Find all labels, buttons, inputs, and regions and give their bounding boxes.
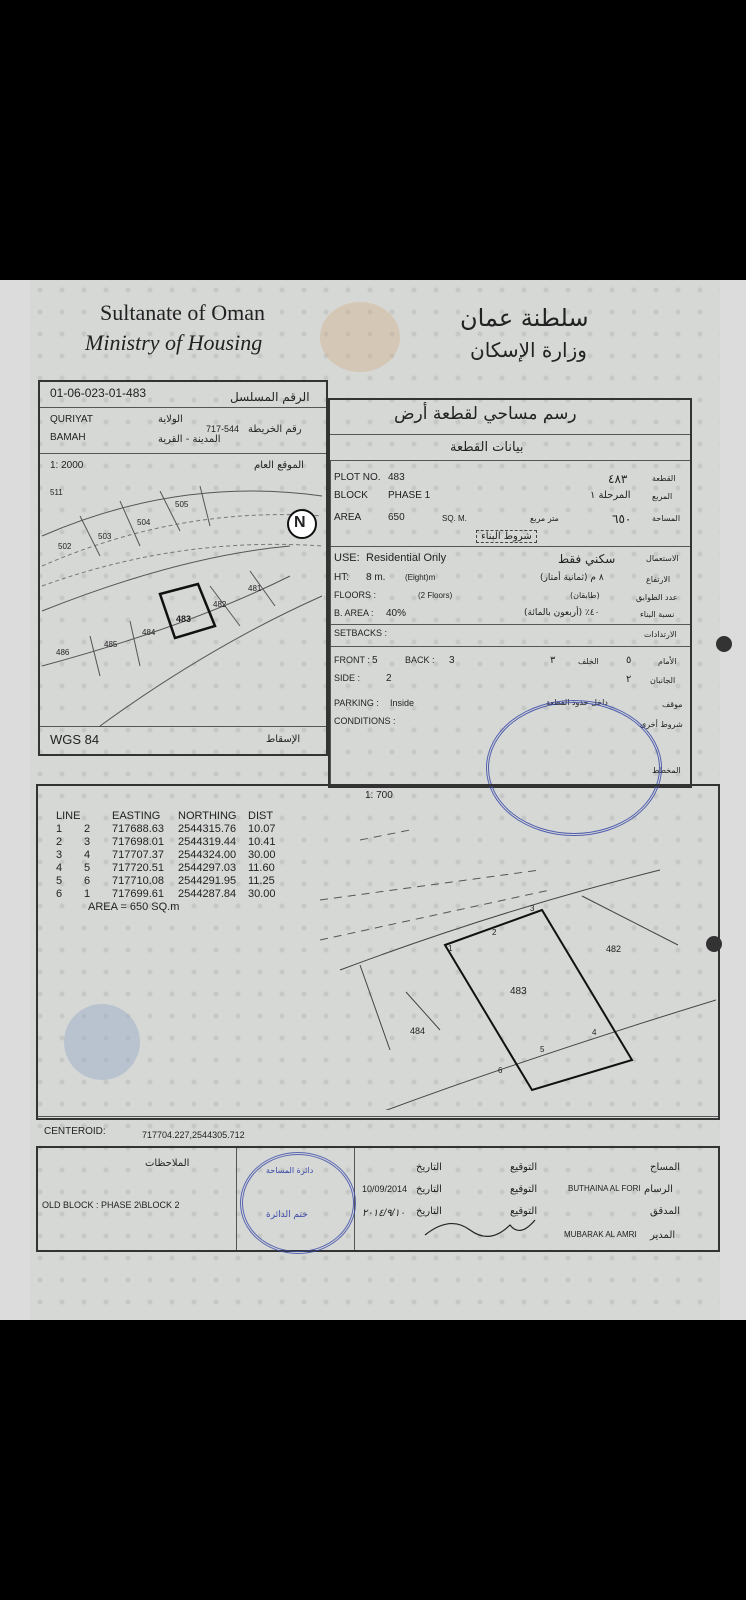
serial-no: 01-06-023-01-483	[50, 386, 147, 400]
header-line: LINE	[56, 810, 81, 822]
date-label-3: التاريخ	[416, 1206, 442, 1217]
barea-label-ar: نسبة البناء	[640, 610, 675, 619]
parking-label-ar: موقف	[662, 700, 683, 709]
signature-label-1: التوقيع	[510, 1162, 538, 1173]
planner-label: المخطط	[652, 766, 681, 775]
coordinate-row	[56, 888, 288, 901]
block-label-ar: المربع	[652, 492, 673, 501]
map-no: 717-544	[206, 424, 240, 434]
block: PHASE 1	[388, 490, 431, 501]
coordinate-cell: 717688.63	[112, 823, 164, 835]
plot-no: 483	[388, 472, 405, 483]
ht-label-ar: الارتفاع	[646, 575, 671, 584]
notes-label: الملاحظات	[145, 1158, 190, 1169]
front: 5	[372, 655, 378, 666]
coordinate-cell: 5	[84, 862, 91, 874]
back-ar: ٣	[550, 655, 556, 666]
punch-hole	[706, 936, 722, 952]
use-ar: سكني فقط	[558, 552, 616, 566]
director: MUBARAK AL AMRI	[564, 1230, 637, 1239]
detail-scale: 1: 700	[365, 790, 393, 801]
barea-ar: ٤٠٪ (أربعون بالمائة)	[524, 608, 600, 618]
conditions-label: CONDITIONS :	[334, 716, 396, 726]
projection-label: الإسقاط	[266, 734, 301, 745]
coordinate-cell: 2544297.03	[178, 862, 237, 874]
coordinate-cell: 3	[56, 849, 63, 861]
neighbor-485: 485	[104, 640, 118, 649]
serial-label: الرقم المسلسل	[230, 390, 310, 404]
setbacks-label-ar: الارتدادات	[644, 630, 677, 639]
plot-label: PLOT NO.	[334, 472, 381, 483]
header-ar-line1: سلطنة عمان	[460, 304, 589, 332]
coordinate-cell: 2	[56, 836, 63, 848]
coordinate-row	[56, 836, 288, 849]
back: 3	[449, 655, 455, 666]
director-label: المدير	[650, 1230, 676, 1241]
side-ar: ٢	[626, 674, 632, 685]
setbacks-label: SETBACKS :	[334, 628, 388, 638]
coordinate-cell: 30.00	[248, 888, 276, 900]
neighbor-484: 484	[142, 628, 156, 637]
plot-no-ar: ٤٨٣	[608, 472, 628, 486]
projection: WGS 84	[50, 732, 100, 747]
punch-hole	[716, 636, 732, 652]
location-scale: 1: 2000	[50, 460, 84, 471]
barea: 40%	[386, 608, 407, 619]
side-label: SIDE :	[334, 673, 361, 683]
floors-label-ar: عدد الطوابق	[636, 593, 678, 602]
coordinate-cell: 2544291.95	[178, 875, 237, 887]
area-label-ar: المساحة	[652, 514, 681, 523]
neighbor-502: 502	[58, 542, 72, 551]
coordinate-row	[56, 849, 288, 862]
neighbor-503: 503	[98, 532, 112, 541]
back-label: BACK :	[405, 655, 435, 665]
front-label-ar: الأمام	[658, 657, 677, 666]
town-label: المدينة - القرية	[158, 434, 221, 445]
vertex-3: 3	[530, 904, 535, 913]
parking-ar: داخل حدود القطعة	[546, 698, 608, 707]
header-dist: DIST	[248, 810, 274, 822]
side-label-ar: الجانبان	[650, 676, 676, 685]
detail-plot-label: 483	[510, 986, 527, 997]
detail-neighbor-left: 484	[410, 1026, 426, 1036]
header-northing: NORTHING	[178, 810, 237, 822]
signature-label-2: التوقيع	[510, 1184, 538, 1195]
area-unit-ar: متر مربع	[530, 514, 559, 523]
north-arrow-icon: N	[294, 514, 306, 531]
coordinate-row	[56, 862, 288, 875]
header-ar-line2: وزارة الإسكان	[470, 338, 587, 362]
plan-title: رسم مساحي لقطعة أرض	[394, 404, 577, 424]
ht: 8 m.	[366, 572, 386, 583]
use-label-ar: الاستعمال	[646, 554, 679, 563]
date-value: 10/09/2014	[362, 1184, 408, 1194]
coordinate-cell: 2	[84, 823, 91, 835]
coordinate-cell: 6	[56, 888, 63, 900]
floors-label: FLOORS :	[334, 590, 377, 600]
coordinate-cell: 2544319.44	[178, 836, 237, 848]
neighbor-482: 482	[213, 600, 227, 609]
neighbor-481: 481	[248, 584, 262, 593]
coordinate-cell: 2544287.84	[178, 888, 237, 900]
old-block: OLD BLOCK : PHASE 2\BLOCK 2	[42, 1200, 180, 1210]
conditions-label-ar: شروط أخرى	[640, 720, 683, 729]
use-label: USE:	[334, 552, 360, 564]
watermark-emblem-icon	[64, 1004, 140, 1080]
coordinate-cell: 717720.51	[112, 862, 164, 874]
wilayat: QURIYAT	[50, 414, 93, 425]
stamp-top: دائرة المساحة	[266, 1166, 314, 1175]
location-label: الموقع العام	[254, 460, 304, 471]
coordinate-cell: 4	[84, 849, 91, 861]
drafter: BUTHAINA AL FORI	[568, 1184, 641, 1193]
coordinate-cell: 4	[56, 862, 63, 874]
date-label-1: التاريخ	[416, 1162, 442, 1173]
area-label: AREA	[334, 512, 362, 523]
coordinate-cell: 717699.61	[112, 888, 164, 900]
parking-label: PARKING :	[334, 698, 379, 708]
neighbor-504: 504	[137, 518, 151, 527]
coordinate-cell: 717710.08	[112, 875, 164, 887]
coordinate-row	[56, 875, 288, 888]
barea-label: B. AREA :	[334, 608, 374, 618]
coordinate-cell: 5	[56, 875, 63, 887]
date-label-2: التاريخ	[416, 1184, 442, 1195]
area-text: AREA = 650 SQ.m	[88, 901, 180, 913]
ht-words: (Eight)m	[405, 573, 436, 582]
use: Residential Only	[366, 552, 447, 564]
floors: (2 Floors)	[418, 591, 453, 600]
coordinate-cell: 30.00	[248, 849, 276, 861]
plot-drawing	[320, 800, 716, 1110]
block-label: BLOCK	[334, 490, 368, 501]
coordinate-cell: 717698.01	[112, 836, 164, 848]
coordinate-cell: 6	[84, 875, 91, 887]
coordinate-cell: 11.60	[248, 862, 275, 874]
plan-subtitle: بيانات القطعة	[450, 440, 524, 455]
vertex-6: 6	[498, 1066, 503, 1075]
area-unit: SQ. M.	[442, 514, 467, 523]
coordinate-row	[56, 823, 288, 836]
vertex-4: 4	[592, 1028, 597, 1037]
coordinate-cell: 1	[56, 823, 63, 835]
coordinate-cell: 2544315.76	[178, 823, 237, 835]
town: BAMAH	[50, 432, 86, 443]
detail-neighbor-right: 482	[606, 944, 622, 954]
parking: Inside	[390, 698, 415, 708]
coordinate-cell: 3	[84, 836, 91, 848]
back-label-ar: الخلف	[578, 657, 599, 666]
header-easting: EASTING	[112, 810, 161, 822]
conditions-title: شروط البناء	[476, 530, 537, 543]
document-sheet	[0, 280, 746, 1320]
block-ar: المرحلة ١	[590, 490, 631, 501]
header-en-line2: Ministry of Housing	[85, 330, 263, 355]
vertex-5: 5	[540, 1045, 545, 1054]
location-map	[40, 476, 324, 726]
front-label: FRONT :	[334, 655, 370, 665]
signature	[420, 1210, 540, 1244]
map-no-label: رقم الخريطة	[248, 424, 302, 435]
signature-label-3: التوقيع	[510, 1206, 538, 1217]
neighbor-483: 483	[176, 614, 192, 624]
stamp-label: ختم الدائرة	[266, 1210, 308, 1220]
centeroid-value: 717704.227,2544305.712	[142, 1130, 245, 1140]
header-en-line1: Sultanate of Oman	[100, 300, 265, 325]
vertex-1: 1	[448, 944, 453, 953]
surveyor-label: المساح	[650, 1162, 681, 1173]
paper	[30, 280, 720, 1320]
front-ar: ٥	[626, 655, 632, 666]
coordinate-cell: 2544324.00	[178, 849, 237, 861]
neighbor-486: 486	[56, 648, 70, 657]
checker-label: المدقق	[650, 1206, 680, 1217]
coordinate-cell: 1	[84, 888, 91, 900]
centeroid-label: CENTEROID:	[44, 1126, 106, 1137]
floors-ar: (طابقان)	[570, 591, 600, 600]
date-handwritten: ٢٠١٤/٩/١٠	[362, 1208, 406, 1219]
emblem-icon	[320, 302, 400, 372]
wilayat-label: الولاية	[158, 414, 183, 425]
coordinate-cell: 10.07	[248, 823, 276, 835]
ht-ar: ٨ م (ثمانية أمتار)	[540, 573, 604, 583]
coordinate-cell: 717707.37	[112, 849, 164, 861]
vertex-2: 2	[492, 928, 497, 937]
neighbor-511: 511	[50, 488, 63, 497]
coordinate-cell: 10.41	[248, 836, 276, 848]
neighbor-505: 505	[175, 500, 189, 509]
area-ar: ٦٥٠	[612, 512, 632, 526]
plot-label-ar: القطعة	[652, 474, 676, 483]
ht-label: HT:	[334, 572, 349, 583]
drafter-label: الرسام	[644, 1184, 673, 1195]
coordinate-table	[56, 810, 288, 914]
coordinate-cell: 11.25	[248, 875, 275, 887]
area: 650	[388, 512, 405, 523]
side: 2	[386, 673, 392, 684]
